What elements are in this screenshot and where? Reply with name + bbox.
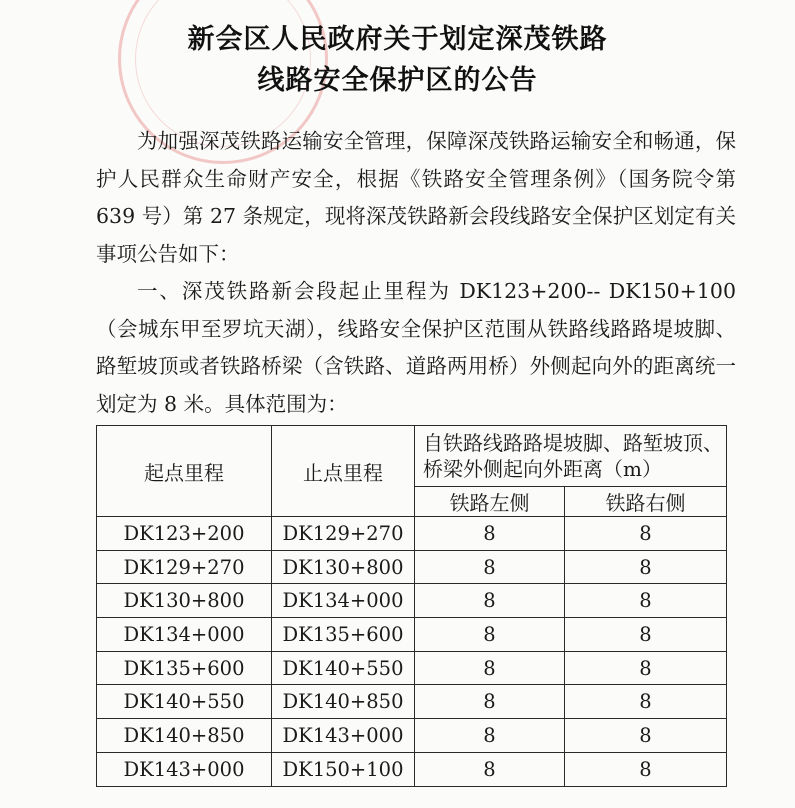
table-row bbox=[97, 651, 727, 685]
right-distance-cell: 8 bbox=[565, 550, 727, 584]
end-mileage-cell: DK150+100 bbox=[272, 752, 415, 786]
table-row bbox=[97, 685, 727, 719]
left-distance-cell: 8 bbox=[415, 651, 565, 685]
start-mileage-cell: DK140+550 bbox=[97, 685, 272, 719]
section-one-paragraph: 一、深茂铁路新会段起止里程为 DK123+200-- DK150+100（会城东甲至罗坑天湖），线路安全保护区范围从铁路线路路堤坡脚、路堑坡顶或者铁路桥梁（含铁路、道路两用桥）外侧起向外的距离统一划定为 8 米。具体范围为： bbox=[96, 279, 736, 416]
left-distance-cell: 8 bbox=[415, 550, 565, 584]
start-mileage-cell: DK143+000 bbox=[97, 752, 272, 786]
left-distance-cell: 8 bbox=[415, 584, 565, 618]
end-mileage-cell: DK130+800 bbox=[272, 550, 415, 584]
page-title-line1: 新会区人民政府关于划定深茂铁路 bbox=[187, 24, 608, 55]
header-distance: 自铁路线路路堤坡脚、路堑坡顶、桥梁外侧起向外距离（m） bbox=[415, 426, 727, 487]
right-distance-cell: 8 bbox=[565, 752, 727, 786]
end-mileage-cell: DK129+270 bbox=[272, 517, 415, 551]
right-distance-cell: 8 bbox=[565, 651, 727, 685]
start-mileage-cell: DK135+600 bbox=[97, 651, 272, 685]
header-left-side: 铁路左侧 bbox=[415, 487, 565, 517]
intro-paragraph: 为加强深茂铁路运输安全管理，保障深茂铁路运输安全和畅通，保护人民群众生命财产安全，根据《铁路安全管理条例》（国务院令第 639 号）第 27 条规定，现将深茂铁路新会段线路安全保护区划定有关事项公告如下： bbox=[96, 129, 736, 266]
protection-zone-table bbox=[96, 425, 727, 787]
page-title-line2: 线路安全保护区的公告 bbox=[257, 65, 538, 96]
start-mileage-cell: DK129+270 bbox=[97, 550, 272, 584]
table-row bbox=[97, 618, 727, 652]
end-mileage-cell: DK143+000 bbox=[272, 719, 415, 753]
table-row bbox=[97, 719, 727, 753]
left-distance-cell: 8 bbox=[415, 685, 565, 719]
left-distance-cell: 8 bbox=[415, 618, 565, 652]
start-mileage-cell: DK140+850 bbox=[97, 719, 272, 753]
end-mileage-cell: DK140+550 bbox=[272, 651, 415, 685]
right-distance-cell: 8 bbox=[565, 517, 727, 551]
header-start-mileage: 起点里程 bbox=[97, 426, 272, 517]
table-row bbox=[97, 752, 727, 786]
announcement-body bbox=[96, 123, 736, 423]
right-distance-cell: 8 bbox=[565, 584, 727, 618]
table-row bbox=[97, 584, 727, 618]
right-distance-cell: 8 bbox=[565, 719, 727, 753]
table-row bbox=[97, 517, 727, 551]
end-mileage-cell: DK134+000 bbox=[272, 584, 415, 618]
end-mileage-cell: DK140+850 bbox=[272, 685, 415, 719]
header-end-mileage: 止点里程 bbox=[272, 426, 415, 517]
left-distance-cell: 8 bbox=[415, 719, 565, 753]
left-distance-cell: 8 bbox=[415, 752, 565, 786]
table-row bbox=[97, 550, 727, 584]
start-mileage-cell: DK130+800 bbox=[97, 584, 272, 618]
end-mileage-cell: DK135+600 bbox=[272, 618, 415, 652]
right-distance-cell: 8 bbox=[565, 618, 727, 652]
left-distance-cell: 8 bbox=[415, 517, 565, 551]
header-right-side: 铁路右侧 bbox=[565, 487, 727, 517]
start-mileage-cell: DK123+200 bbox=[97, 517, 272, 551]
start-mileage-cell: DK134+000 bbox=[97, 618, 272, 652]
right-distance-cell: 8 bbox=[565, 685, 727, 719]
